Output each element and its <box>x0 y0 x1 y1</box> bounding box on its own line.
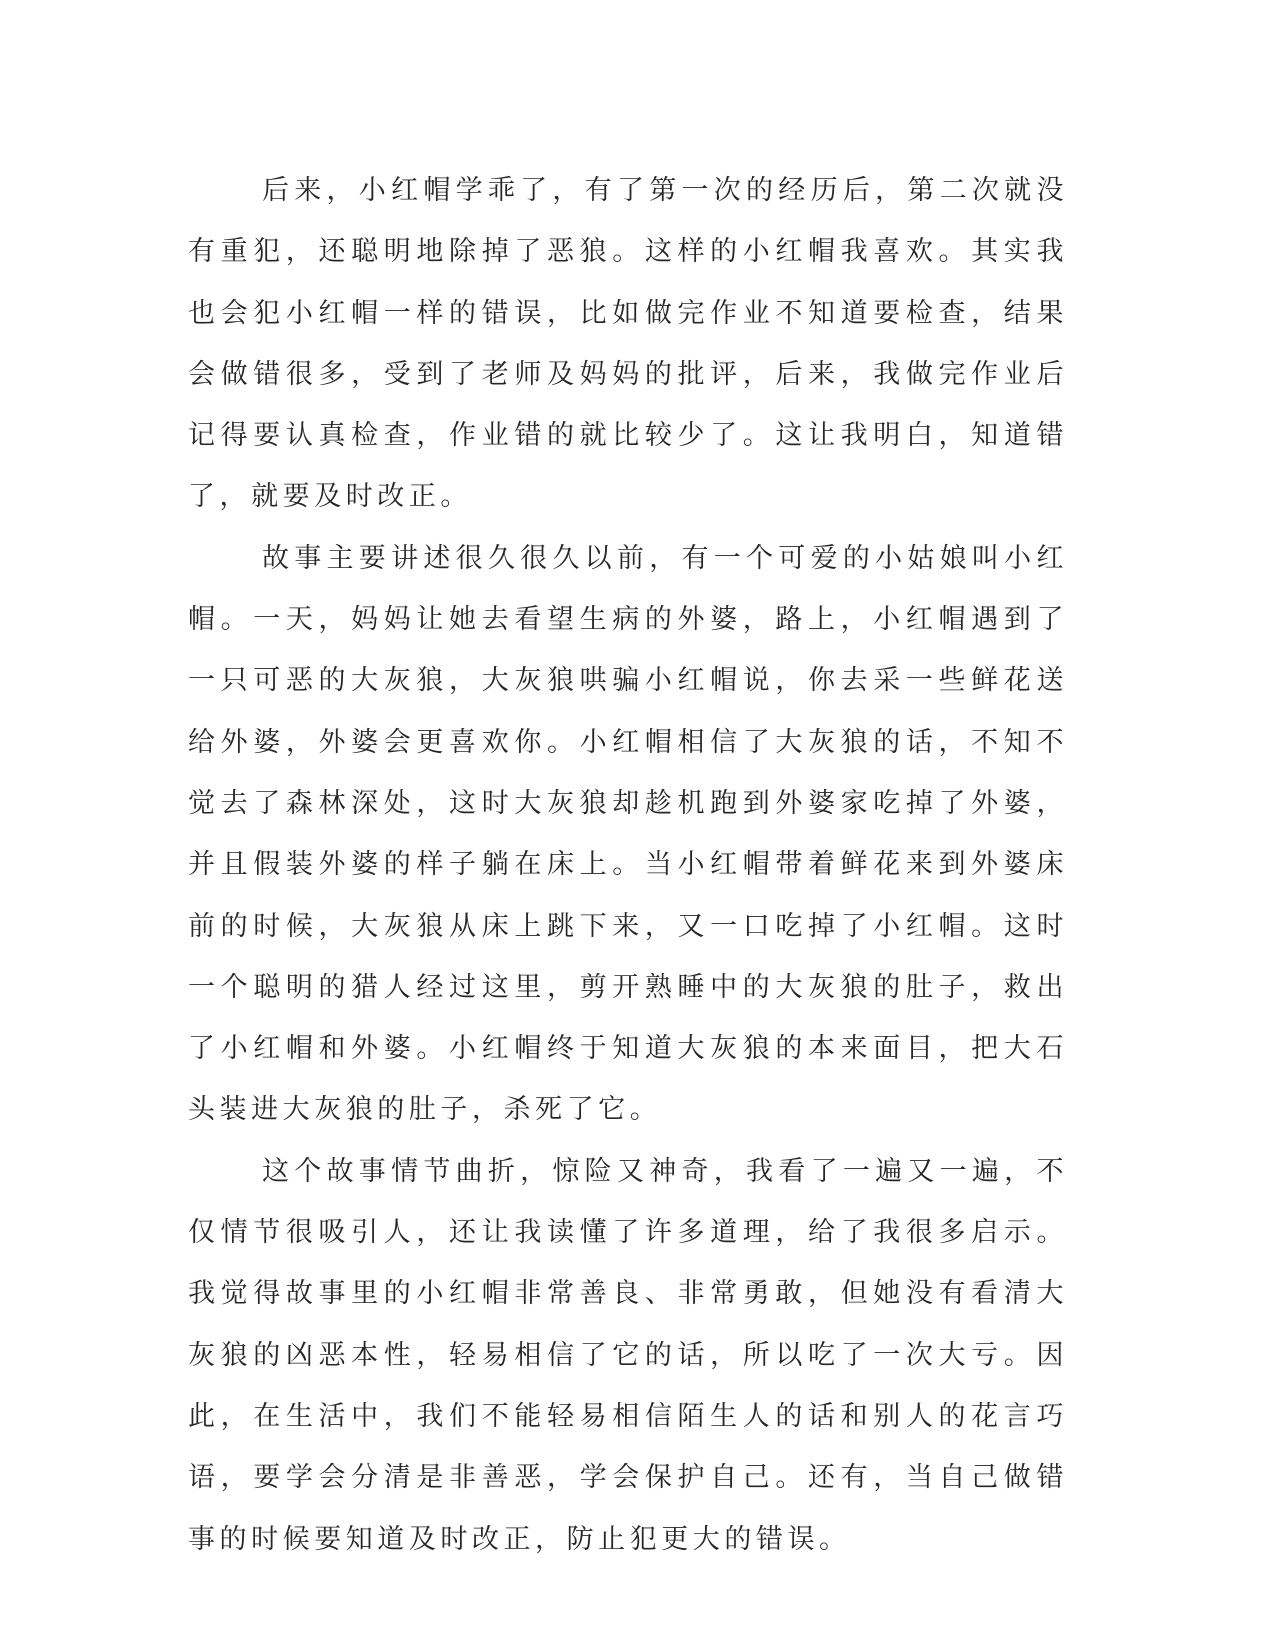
paragraph-2: 故事主要讲述很久很久以前，有一个可爱的小姑娘叫小红帽。一天，妈妈让她去看望生病的外婆，路上，小红帽遇到了一只可恶的大灰狼，大灰狼哄骗小红帽说，你去采一些鲜花送给外婆，外婆会更喜欢你。小红帽相信了大灰狼的话，不知不觉去了森林深处，这时大灰狼却趁机跑到外婆家吃掉了外婆，并且假装外婆的样子躺在床上。当小红帽带着鲜花来到外婆床前的时候，大灰狼从床上跳下来，又一口吃掉了小红帽。这时一个聪明的猎人经过这里，剪开熟睡中的大灰狼的肚子，救出了小红帽和外婆。小红帽终于知道大灰狼的本来面目，把大石头装进大灰狼的肚子，杀死了它。 <box>188 542 1068 1126</box>
document-body <box>188 160 1068 1570</box>
paragraph-3: 这个故事情节曲折，惊险又神奇，我看了一遍又一遍，不仅情节很吸引人，还让我读懂了许多道理，给了我很多启示。我觉得故事里的小红帽非常善良、非常勇敢，但她没有看清大灰狼的凶恶本性，轻易相信了它的话，所以吃了一次大亏。因此，在生活中，我们不能轻易相信陌生人的话和别人的花言巧语，要学会分清是非善恶，学会保护自己。还有，当自己做错事的时候要知道及时改正，防止犯更大的错误。 <box>188 1155 1068 1555</box>
paragraph-1: 后来，小红帽学乖了，有了第一次的经历后，第二次就没有重犯，还聪明地除掉了恶狼。这样的小红帽我喜欢。其实我也会犯小红帽一样的错误，比如做完作业不知道要检查，结果会做错很多，受到了老师及妈妈的批评，后来，我做完作业后记得要认真检查，作业错的就比较少了。这让我明白，知道错了，就要及时改正。 <box>188 175 1068 513</box>
